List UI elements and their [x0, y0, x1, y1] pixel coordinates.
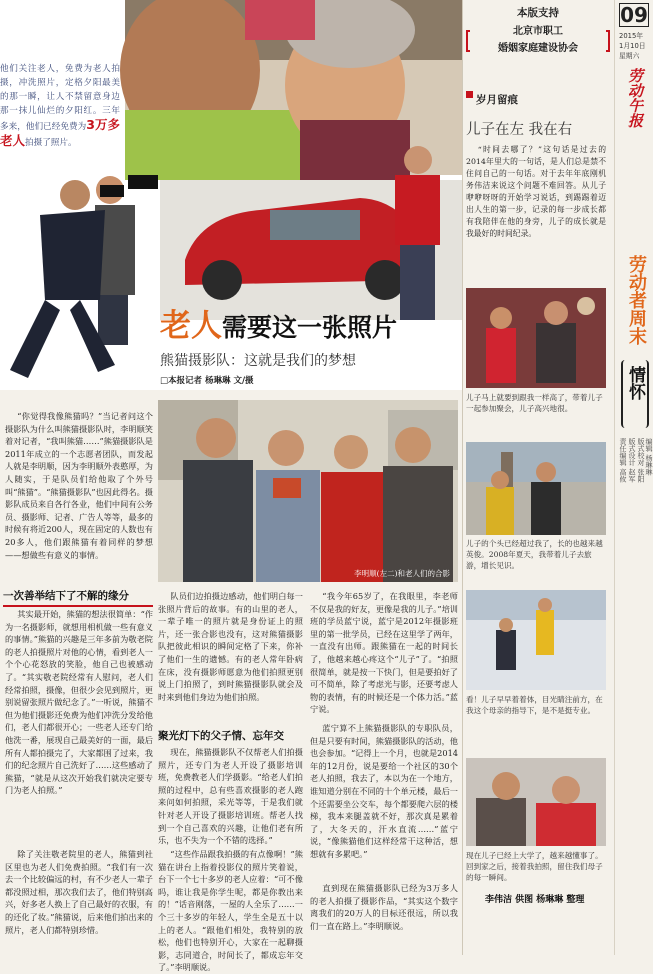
article-col2-p1: 队员们边拍摄边感动，他们明白每一张照片背后的故事。有的山里的老人，一辈子唯一的照片就是身份证上的照片，还一张合影也没有，这对熊猫摄影队把彼此相识的瞬间定格了下来，你补了他们一生的遗憾。有的老人常年卧病在床，没有摄影师愿意为他们拍照更别说上门拍照了，到时熊猫摄影队就会及时来到他们身边为他们拍照。	[158, 591, 303, 702]
sidebar-caption-4: 现在儿子已经上大学了，越来越懂事了。回到家之后，接着我拍照，留住我们母子的每一瞬间。	[466, 851, 603, 882]
sidebar-column-tag	[466, 88, 518, 107]
sidebar-photo-2	[466, 442, 606, 535]
sponsor-line3: 婚姻家庭建设协会	[498, 43, 578, 54]
article-col1-p3: 除了关注敬老院里的老人，熊猫到社区里也为老人们免费拍照。“我们有一次去一个比较偏远的村，有不少老人一辈子都没照过相，那次我们去了，他们特别高兴，好多老人换上了自己最好的衣服，有的还化了妆。”熊猫说，后来他们拍出来的照片，老人们都特别珍惜。	[5, 849, 153, 935]
sponsor-line1: 本版支持	[517, 7, 559, 19]
section1-underline	[3, 605, 153, 607]
intro-highlight: 3万多老人	[0, 117, 120, 148]
intro-tail: 拍摄了照片。	[25, 138, 77, 148]
section-sub: 情怀	[625, 366, 645, 400]
byline: □本报记者 杨琳琳 文/摄	[160, 376, 254, 386]
section-title: 劳动者周末	[626, 255, 647, 345]
sponsor-bracket-left	[466, 30, 470, 52]
date-year: 2015年	[619, 32, 644, 40]
article-col3-p2: 蓝宁算不上熊猫摄影队的专职队员，但是只要有时间，熊猫摄影队的活动，他也会参加。“记得上一个月，也就是2014年的12月份，说是要给一个社区的30个老人拍照，我去了，本以为在一个地方，谁知道分别在不同的十个单元楼，最后一个还需要坐公交车，每个都要爬六层的楼梯，我本来腿盖就不好，那次真是累着了，大冬天的，汗水直流……”蓝宁说，“像熊猫他们这样经常干这种活，想想就有多累吧。”	[310, 723, 458, 859]
section2-heading-wrap	[158, 728, 303, 743]
sidebar-caption-3: 看！儿子早早着着体，目光睛注前方，在我这个母亲的指导下，是不是挺专业。	[466, 695, 603, 715]
headline-red: 老人	[160, 308, 222, 344]
page-number: 09	[620, 3, 648, 27]
section1-heading: 一次善举结下了不解的缘分	[3, 590, 129, 602]
section-sub-box	[621, 360, 649, 428]
headline	[160, 300, 460, 345]
paper-name: 劳动午报	[626, 68, 644, 128]
editor-3: 版式校对 张阳	[637, 438, 645, 483]
article-col3-p1: “我今年65岁了，在我眼里，李老师不仅是我的好友，更像是我的儿子。”培训班的学员蓝宁说，蓝宁是2012年摄影班里的第一批学员，已经在这里学了两年，一直没有出师。跟熊猫在一起的时间长了，他越来越心疼这个“儿子”了。“拍照很简单，就是按一下快门，但是要拍好了可不简单，除了考虑光与影，还要考虑人物的表情，有的时候还是一个体力活。”蓝宁说。	[310, 591, 458, 715]
tag-marker	[466, 91, 473, 98]
sidebar-title: 儿子在左 我在右	[466, 122, 573, 138]
article-col1-p2: 其实最开始，熊猫的想法很简单：“作为一名摄影师，就想用相机做一些有意义的事情。”熊猫的兴趣是三年多前为敬老院的老人拍摄照片对他的心情，看到老人一个个心花怒放的笑脸，他自己也被感动了。“其实敬老院经常有人慰问，老人们经常拍照，摄像，但很少会见到照片，更别说留张照片做纪念了。”一听说，熊猫不但为他们摄影还免费为他们冲洗分发给他们，老人们都很开心；一些老人还专门给他洗一番，展现自己最美好的一面，最后所有人都拍摄完了，大家都围了过来，我们的纪念照片自己洗好了……这些感动了熊猫，“就是从这次开始我们就决定要专门为老人拍照。”	[5, 609, 153, 796]
editor-2: 版式设计 赵军	[628, 438, 636, 483]
intro-body: 他们关注老人，免费为老人拍摄，冲洗照片，定格夕阳最美的那一瞬，让人不禁留意身边那一抹儿仙烂的夕阳红。三年多来，他们已经免费为	[0, 64, 120, 132]
sidebar-credit: 李伟洁 供图 杨琳琳 整理	[485, 895, 585, 905]
sidebar-text: “时间去哪了？”这句话是过去的2014年里大的一句话，是人们总是禁不住问自己的一句话。对于去年年底刚机务伟洁来说这个问题不难回答。从儿子咿咿呀呀的开始学习说话，到踢踢着迈出人生的第一步，记录的每一步成长都有我陪伴在他的身旁，儿子的成长就是我最好的时间纪录。	[466, 145, 606, 238]
article-col2-p2: 现在，熊猫摄影队不仅帮老人们拍摄照片，还专门为老人开设了摄影培训班，免费教老人们学摄影。“给老人们拍照的过程中，总有些喜欢摄影的老人跑来问如何拍照，采光等等，于是我们就针对老人开设了摄影培训班。帮老人找到一个自己喜欢的兴趣，让他们老有所乐，也不失为一个不错的选择。”	[158, 747, 303, 846]
sponsor-line2: 北京市职工	[513, 26, 563, 37]
sidebar-caption-2: 儿子的个头已经超过我了，长的也越来越英俊。2008年夏天，我带着儿子去旅游，增长见识。	[466, 539, 603, 570]
article-col3-p3: 直到现在熊猫摄影队已经为3万多人的老人拍摄了摄影作品，“其实这个数字离我们的20万人的目标还很远，所以我们一直在路上。”李明顺说。	[310, 883, 458, 931]
section2-heading: 聚光灯下的父子情、忘年交	[158, 730, 284, 742]
headline-subtitle: 熊猫摄影队：这就是我们的梦想	[160, 353, 356, 369]
sidebar-photo-4	[466, 758, 606, 846]
editor-1: 责任编辑 高攸	[619, 438, 627, 483]
masthead-strip	[614, 0, 652, 955]
sponsor-box	[464, 0, 612, 62]
editor-4: 编辑 杨琳琳	[645, 438, 653, 476]
group-photo	[158, 400, 458, 582]
article-col2-p3: “这些作品跟我拍摄的有点像啊！”熊猫在讲台上指着投影仪的照片笑着说，台下一个七十多岁的老人应着：“可不像吗，谁让我是你学生呢，都是你教出来的！”话音刚落，一屋的人全乐了……一个三十多岁的年轻人，学生全是五十以上的老人。“跟他们相处，我特别的放松，他们也特别开心，大家在一起聊摄影，志同道合，时间长了，都成忘年交了。”李明顺说。	[158, 849, 303, 973]
group-photo-caption: 李明顺(左二)和老人们的合影	[354, 569, 450, 578]
column-divider	[462, 0, 463, 955]
headline-rest: 需要这一张照片	[222, 313, 398, 342]
intro-text	[0, 62, 120, 150]
date-day: 1月10日	[619, 42, 646, 50]
sidebar-photo-3	[466, 590, 606, 690]
section1-heading-wrap	[3, 588, 153, 607]
group-photo-illustration	[158, 400, 458, 582]
tag-label: 岁月留痕	[476, 94, 518, 106]
sidebar-caption-1: 儿子马上就要到跟我一样高了，带着儿子一起参加聚会，儿子高兴地很。	[466, 393, 603, 413]
sidebar-photo-1	[466, 288, 606, 388]
article-col1-p1: “你觉得我像熊猫吗？”当记者问这个摄影队为什么叫熊猫摄影队时，李明顺笑着对记者，“我叫熊猫……”熊猫摄影队是2011年成立的一个志愿者团队，而发起人就是李明顺，因为李明顺外表憨厚，为人随实，于是队员们给他取了个外号叫“熊猫”。“熊猫摄影队”也因此得名。摄影队成员来自各行各业，他们中间有公务员、摄影师、记者、广告人等等，最多的时候有将近200人，现在固定的人数也有20多人，他们跟熊猫有着同样的梦想——想做些有意义的事情。	[5, 411, 153, 560]
sponsor-bracket-right	[606, 30, 610, 52]
weekday: 星期六	[619, 52, 640, 60]
